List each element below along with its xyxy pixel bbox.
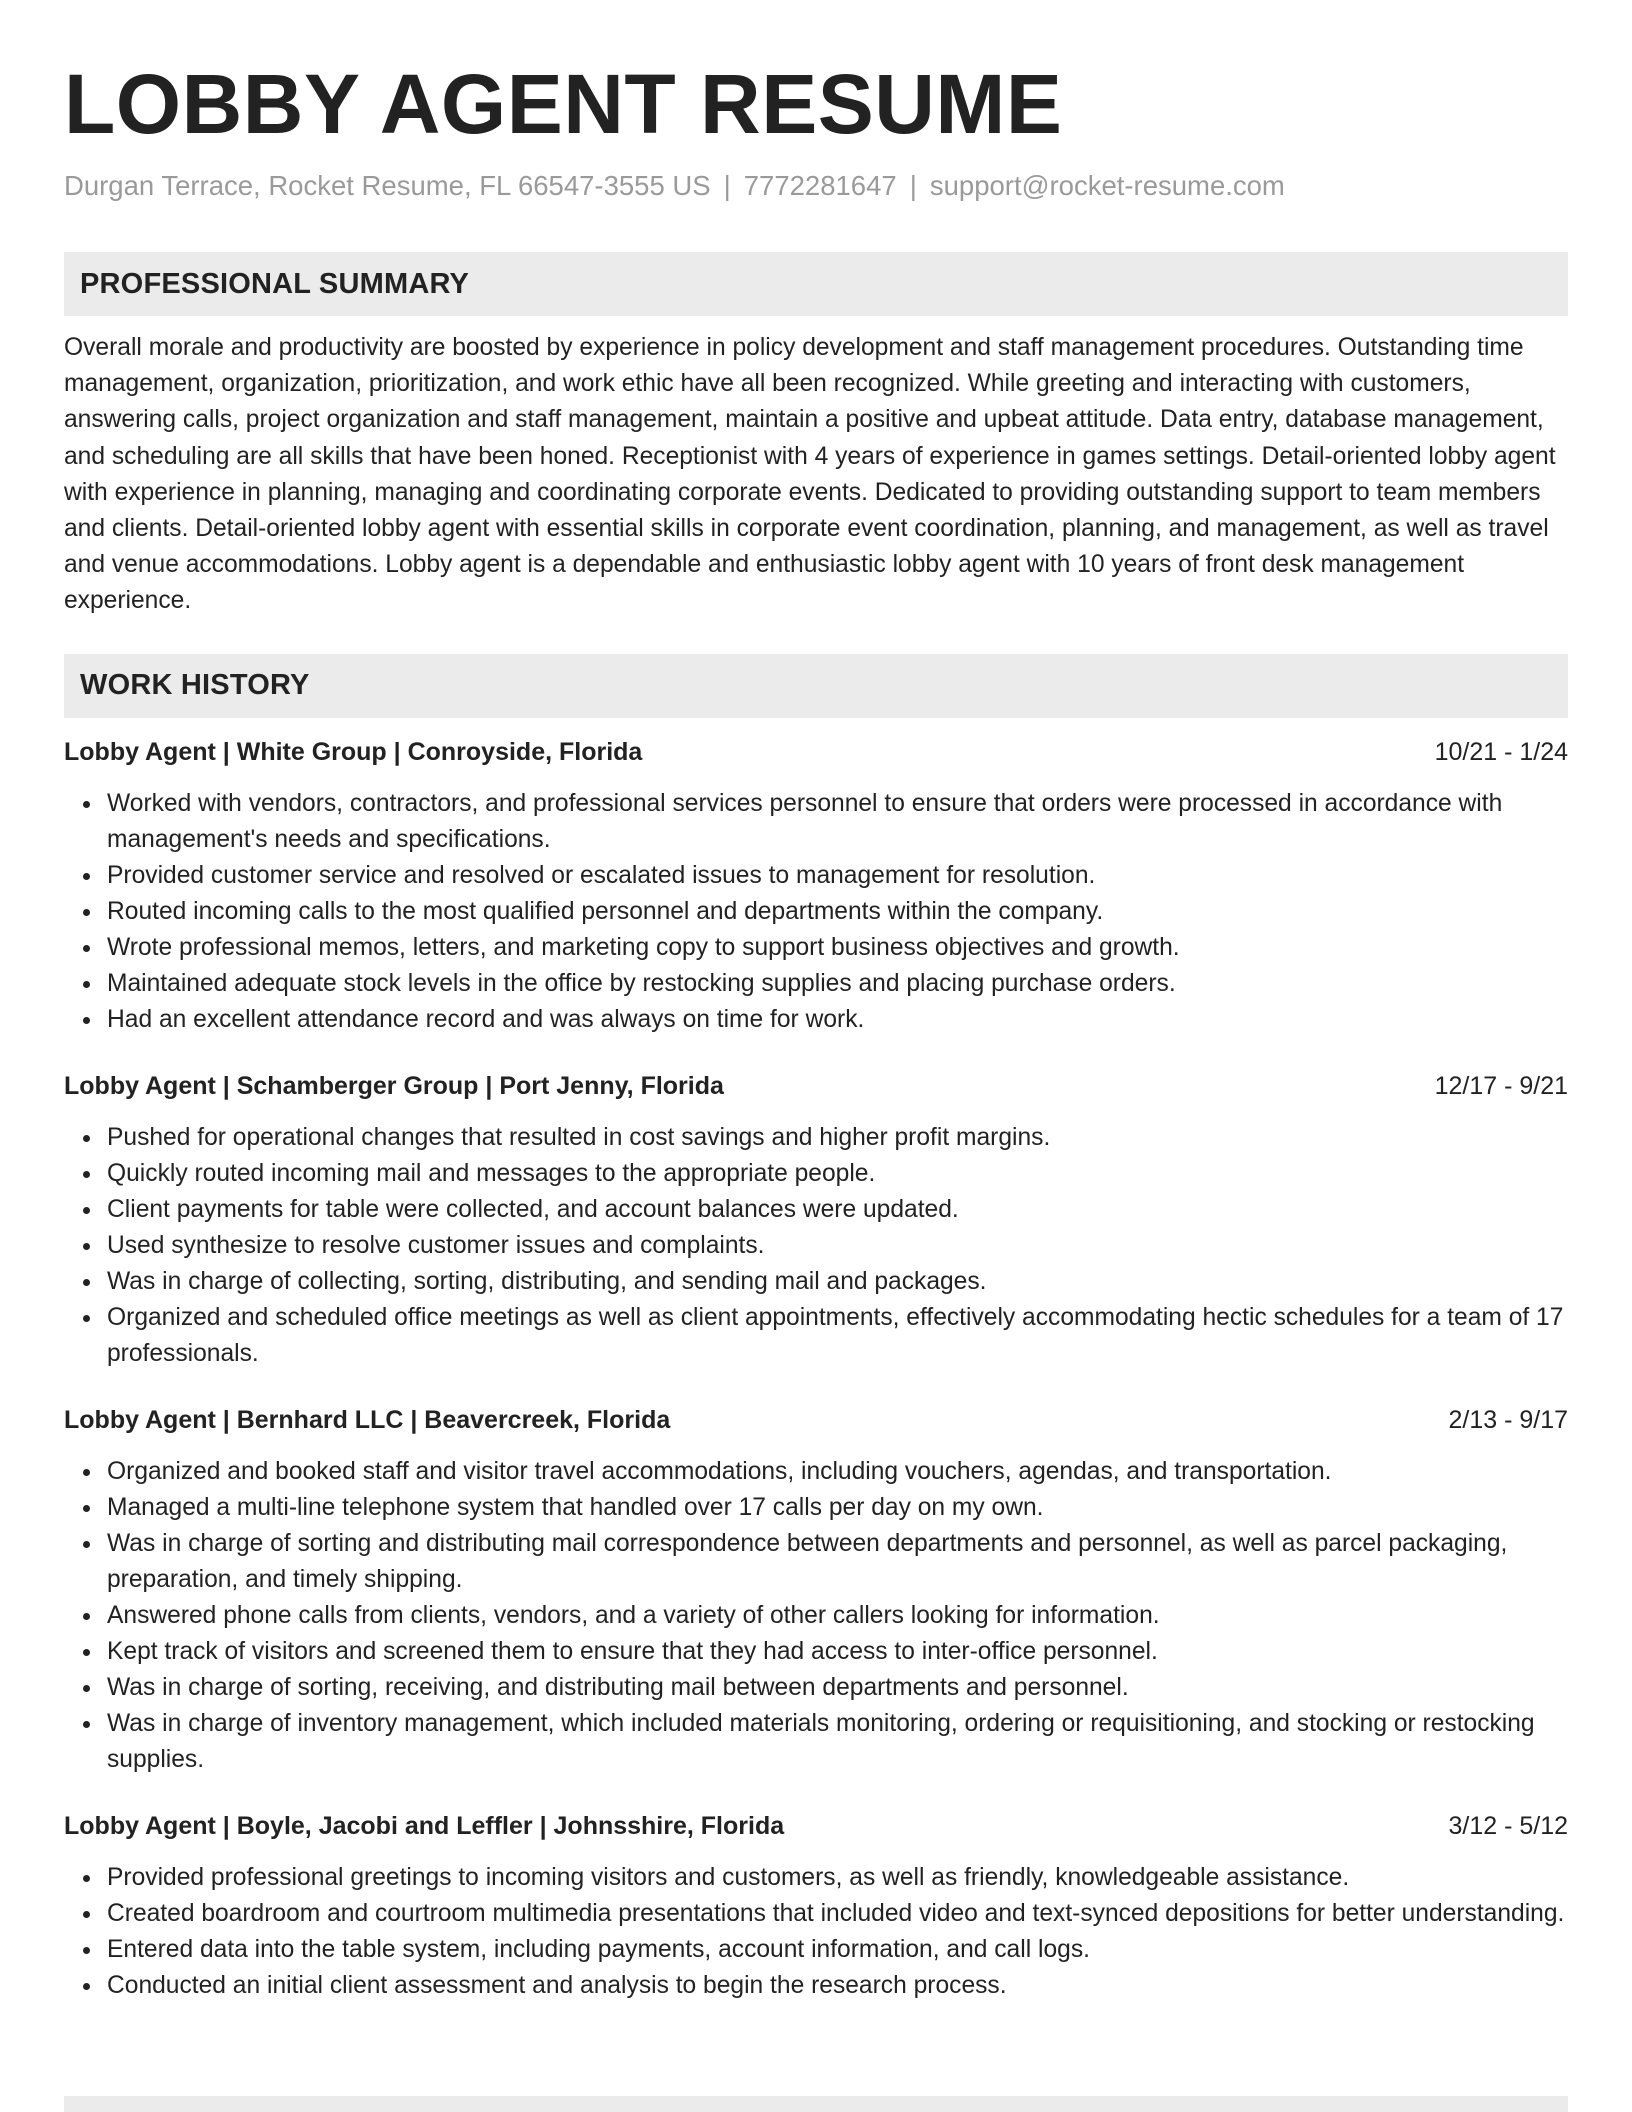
summary-text: Overall morale and productivity are boosted by experience in policy development and staff management procedures. Outstanding time management, organization, prioritization, and work ethic have all been recognized. While greeting and interacting with customers, answering calls, project organization and staff management, maintain a positive and upbeat attitude. Data entry, database management, and scheduling are all skills that have been honed. Receptionist with 4 years of experience in games settings. Detail-oriented lobby agent with experience in planning, managing and coordinating corporate events. Dedicated to providing outstanding support to team members and clients. Detail-oriented lobby agent with essential skills in corporate event coordination, planning, and management, as well as travel and venue accommodations. Lobby agent is a dependable and enthusiastic lobby agent with 10 years of front desk management experience. — [64, 334, 1556, 615]
job-bullet: Was in charge of inventory management, which included materials monitoring, ordering or requisitioning, and stocking or restocking supplies. — [107, 1706, 1568, 1778]
contact-address: Durgan Terrace, Rocket Resume, FL 66547-3555 US — [64, 170, 711, 201]
summary-heading: PROFESSIONAL SUMMARY — [80, 267, 470, 300]
job-entry — [64, 734, 1568, 1038]
job-dates: 12/17 - 9/21 — [1434, 1071, 1568, 1100]
job-bullet: Organized and booked staff and visitor travel accommodations, including vouchers, agendas, and transportation. — [107, 1454, 1568, 1490]
job-bullet: Quickly routed incoming mail and messages to the appropriate people. — [107, 1156, 1568, 1192]
contact-separator: | — [909, 170, 917, 201]
job-bullet-list — [64, 786, 1568, 1038]
job-bullet: Was in charge of collecting, sorting, distributing, and sending mail and packages. — [107, 1264, 1568, 1300]
job-title: Lobby Agent | Boyle, Jacobi and Leffler | Johnsshire, Florida — [64, 1811, 785, 1840]
job-bullet: Wrote professional memos, letters, and marketing copy to support business objectives and growth. — [107, 930, 1568, 966]
job-dates: 3/12 - 5/12 — [1448, 1811, 1568, 1840]
job-bullet: Entered data into the table system, including payments, account information, and call logs. — [107, 1932, 1568, 1968]
job-header — [64, 1808, 1568, 1844]
job-bullet-list — [64, 1454, 1568, 1778]
job-bullet: Worked with vendors, contractors, and professional services personnel to ensure that orders were processed in accordance with management's needs and specifications. — [107, 786, 1568, 858]
job-bullet: Answered phone calls from clients, vendors, and a variety of other callers looking for information. — [107, 1598, 1568, 1634]
contact-phone: 7772281647 — [743, 170, 897, 201]
job-header — [64, 734, 1568, 770]
job-bullet: Managed a multi-line telephone system that handled over 17 calls per day on my own. — [107, 1490, 1568, 1526]
contact-line — [64, 168, 1568, 204]
contact-email: support@rocket-resume.com — [929, 170, 1285, 201]
job-title: Lobby Agent | Bernhard LLC | Beavercreek, Florida — [64, 1405, 671, 1434]
job-bullet: Routed incoming calls to the most qualified personnel and departments within the company. — [107, 894, 1568, 930]
job-entry — [64, 1402, 1568, 1778]
job-bullet-list — [64, 1860, 1568, 2004]
job-bullet-list — [64, 1120, 1568, 1372]
job-bullet: Was in charge of sorting, receiving, and distributing mail between departments and personnel. — [107, 1670, 1568, 1706]
job-bullet: Maintained adequate stock levels in the office by restocking supplies and placing purchase orders. — [107, 966, 1568, 1002]
job-entry — [64, 1068, 1568, 1372]
job-header — [64, 1068, 1568, 1104]
work-history-section-header — [64, 654, 1568, 718]
contact-separator: | — [723, 170, 731, 201]
summary-section-header — [64, 252, 1568, 316]
job-bullet: Had an excellent attendance record and was always on time for work. — [107, 1002, 1568, 1038]
job-entry — [64, 1808, 1568, 2004]
job-bullet: Conducted an initial client assessment and analysis to begin the research process. — [107, 1968, 1568, 2004]
job-bullet: Created boardroom and courtroom multimedia presentations that included video and text-synced depositions for better understanding. — [107, 1896, 1568, 1932]
job-bullet: Kept track of visitors and screened them to ensure that they had access to inter-office personnel. — [107, 1634, 1568, 1670]
job-bullet: Organized and scheduled office meetings as well as client appointments, effectively accommodating hectic schedules for a team of 17 professionals. — [107, 1300, 1568, 1372]
job-bullet: Provided professional greetings to incoming visitors and customers, as well as friendly, knowledgeable assistance. — [107, 1860, 1568, 1896]
job-bullet: Used synthesize to resolve customer issues and complaints. — [107, 1228, 1568, 1264]
job-dates: 2/13 - 9/17 — [1448, 1405, 1568, 1434]
job-header — [64, 1402, 1568, 1438]
work-history-heading: WORK HISTORY — [80, 669, 310, 702]
job-bullet: Was in charge of sorting and distributing mail correspondence between departments and personnel, as well as parcel packaging, preparation, and timely shipping. — [107, 1526, 1568, 1598]
job-bullet: Pushed for operational changes that resulted in cost savings and higher profit margins. — [107, 1120, 1568, 1156]
job-title: Lobby Agent | White Group | Conroyside, Florida — [64, 737, 643, 766]
job-bullet: Client payments for table were collected, and account balances were updated. — [107, 1192, 1568, 1228]
next-section-header — [64, 2096, 1568, 2112]
job-title: Lobby Agent | Schamberger Group | Port Jenny, Florida — [64, 1071, 724, 1100]
job-bullet: Provided customer service and resolved or escalated issues to management for resolution. — [107, 858, 1568, 894]
work-history-list — [64, 734, 1568, 2004]
job-dates: 10/21 - 1/24 — [1434, 737, 1568, 766]
resume-title: LOBBY AGENT RESUME — [64, 57, 1063, 151]
